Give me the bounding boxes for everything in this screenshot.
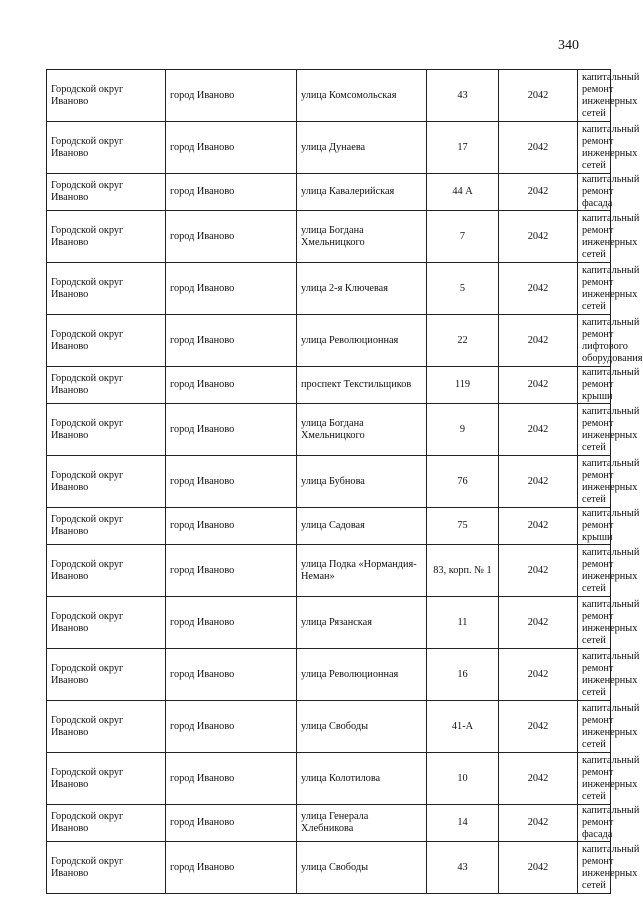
street-cell: улица Свободы bbox=[297, 701, 427, 753]
city-cell: город Иваново bbox=[166, 404, 297, 456]
district-cell: Городской округ Иваново bbox=[47, 545, 166, 597]
year-cell: 2042 bbox=[499, 315, 578, 367]
street-cell: улица Подка «Нормандия-Неман» bbox=[297, 545, 427, 597]
work-type-cell: капитальный ремонт инженерных сетей bbox=[578, 263, 611, 315]
street-cell: улица Богдана Хмельницкого bbox=[297, 211, 427, 263]
street-cell: улица Комсомольская bbox=[297, 70, 427, 122]
table-row bbox=[47, 263, 611, 315]
street-cell: улица Генерала Хлебникова bbox=[297, 805, 427, 842]
street-cell: проспект Текстильщиков bbox=[297, 367, 427, 404]
city-cell: город Иваново bbox=[166, 508, 297, 545]
street-cell: улица Кавалерийская bbox=[297, 174, 427, 211]
work-type-cell: капитальный ремонт фасада bbox=[578, 174, 611, 211]
city-cell: город Иваново bbox=[166, 842, 297, 894]
work-type-cell: капитальный ремонт инженерных сетей bbox=[578, 753, 611, 805]
district-cell: Городской округ Иваново bbox=[47, 508, 166, 545]
city-cell: город Иваново bbox=[166, 701, 297, 753]
city-cell: город Иваново bbox=[166, 597, 297, 649]
district-cell: Городской округ Иваново bbox=[47, 842, 166, 894]
year-cell: 2042 bbox=[499, 404, 578, 456]
city-cell: город Иваново bbox=[166, 263, 297, 315]
table-row bbox=[47, 367, 611, 404]
district-cell: Городской округ Иваново bbox=[47, 174, 166, 211]
house-cell: 44 А bbox=[427, 174, 499, 211]
city-cell: город Иваново bbox=[166, 367, 297, 404]
city-cell: город Иваново bbox=[166, 70, 297, 122]
work-type-cell: капитальный ремонт инженерных сетей bbox=[578, 842, 611, 894]
street-cell: улица Революционная bbox=[297, 315, 427, 367]
house-cell: 75 bbox=[427, 508, 499, 545]
street-cell: улица Свободы bbox=[297, 842, 427, 894]
work-type-cell: капитальный ремонт инженерных сетей bbox=[578, 70, 611, 122]
street-cell: улица Революционная bbox=[297, 649, 427, 701]
house-cell: 17 bbox=[427, 122, 499, 174]
work-type-cell: капитальный ремонт инженерных сетей bbox=[578, 545, 611, 597]
work-type-cell: капитальный ремонт инженерных сетей bbox=[578, 122, 611, 174]
district-cell: Городской округ Иваново bbox=[47, 597, 166, 649]
table-row bbox=[47, 315, 611, 367]
table-row bbox=[47, 649, 611, 701]
street-cell: улица Бубнова bbox=[297, 456, 427, 508]
table-row bbox=[47, 753, 611, 805]
work-type-cell: капитальный ремонт инженерных сетей bbox=[578, 404, 611, 456]
district-cell: Городской округ Иваново bbox=[47, 404, 166, 456]
street-cell: улица Рязанская bbox=[297, 597, 427, 649]
year-cell: 2042 bbox=[499, 805, 578, 842]
year-cell: 2042 bbox=[499, 122, 578, 174]
street-cell: улица 2-я Ключевая bbox=[297, 263, 427, 315]
table-row bbox=[47, 211, 611, 263]
year-cell: 2042 bbox=[499, 701, 578, 753]
work-type-cell: капитальный ремонт инженерных сетей bbox=[578, 701, 611, 753]
year-cell: 2042 bbox=[499, 508, 578, 545]
work-type-cell: капитальный ремонт инженерных сетей bbox=[578, 649, 611, 701]
city-cell: город Иваново bbox=[166, 122, 297, 174]
house-cell: 10 bbox=[427, 753, 499, 805]
table-row bbox=[47, 701, 611, 753]
house-cell: 7 bbox=[427, 211, 499, 263]
work-type-cell: капитальный ремонт лифтового оборудования bbox=[578, 315, 611, 367]
house-cell: 41-А bbox=[427, 701, 499, 753]
city-cell: город Иваново bbox=[166, 545, 297, 597]
house-cell: 14 bbox=[427, 805, 499, 842]
housing-repair-table bbox=[46, 69, 643, 894]
work-type-cell: капитальный ремонт инженерных сетей bbox=[578, 456, 611, 508]
city-cell: город Иваново bbox=[166, 753, 297, 805]
table-row bbox=[47, 456, 611, 508]
district-cell: Городской округ Иваново bbox=[47, 70, 166, 122]
page-number: 340 bbox=[558, 38, 579, 53]
year-cell: 2042 bbox=[499, 367, 578, 404]
district-cell: Городской округ Иваново bbox=[47, 211, 166, 263]
table-row bbox=[47, 508, 611, 545]
house-cell: 22 bbox=[427, 315, 499, 367]
district-cell: Городской округ Иваново bbox=[47, 263, 166, 315]
house-cell: 76 bbox=[427, 456, 499, 508]
year-cell: 2042 bbox=[499, 211, 578, 263]
district-cell: Городской округ Иваново bbox=[47, 315, 166, 367]
year-cell: 2042 bbox=[499, 263, 578, 315]
city-cell: город Иваново bbox=[166, 456, 297, 508]
district-cell: Городской округ Иваново bbox=[47, 367, 166, 404]
year-cell: 2042 bbox=[499, 174, 578, 211]
house-cell: 43 bbox=[427, 70, 499, 122]
year-cell: 2042 bbox=[499, 597, 578, 649]
work-type-cell: капитальный ремонт инженерных сетей bbox=[578, 597, 611, 649]
house-cell: 5 bbox=[427, 263, 499, 315]
work-type-cell: капитальный ремонт фасада bbox=[578, 805, 611, 842]
house-cell: 16 bbox=[427, 649, 499, 701]
district-cell: Городской округ Иваново bbox=[47, 122, 166, 174]
street-cell: улица Дунаева bbox=[297, 122, 427, 174]
street-cell: улица Колотилова bbox=[297, 753, 427, 805]
table-row bbox=[47, 545, 611, 597]
table-row bbox=[47, 404, 611, 456]
district-cell: Городской округ Иваново bbox=[47, 753, 166, 805]
house-cell: 119 bbox=[427, 367, 499, 404]
work-type-cell: капитальный ремонт крыши bbox=[578, 367, 611, 404]
year-cell: 2042 bbox=[499, 70, 578, 122]
city-cell: город Иваново bbox=[166, 649, 297, 701]
work-type-cell: капитальный ремонт крыши bbox=[578, 508, 611, 545]
street-cell: улица Садовая bbox=[297, 508, 427, 545]
table-row bbox=[47, 70, 611, 122]
house-cell: 11 bbox=[427, 597, 499, 649]
year-cell: 2042 bbox=[499, 456, 578, 508]
city-cell: город Иваново bbox=[166, 211, 297, 263]
year-cell: 2042 bbox=[499, 545, 578, 597]
house-cell: 9 bbox=[427, 404, 499, 456]
year-cell: 2042 bbox=[499, 649, 578, 701]
city-cell: город Иваново bbox=[166, 174, 297, 211]
city-cell: город Иваново bbox=[166, 315, 297, 367]
table-row bbox=[47, 805, 611, 842]
street-cell: улица Богдана Хмельницкого bbox=[297, 404, 427, 456]
district-cell: Городской округ Иваново bbox=[47, 805, 166, 842]
house-cell: 83, корп. № 1 bbox=[427, 545, 499, 597]
district-cell: Городской округ Иваново bbox=[47, 456, 166, 508]
city-cell: город Иваново bbox=[166, 805, 297, 842]
year-cell: 2042 bbox=[499, 842, 578, 894]
district-cell: Городской округ Иваново bbox=[47, 701, 166, 753]
house-cell: 43 bbox=[427, 842, 499, 894]
table-row bbox=[47, 174, 611, 211]
work-type-cell: капитальный ремонт инженерных сетей bbox=[578, 211, 611, 263]
table-row bbox=[47, 842, 611, 894]
district-cell: Городской округ Иваново bbox=[47, 649, 166, 701]
table-row bbox=[47, 122, 611, 174]
year-cell: 2042 bbox=[499, 753, 578, 805]
table-row bbox=[47, 597, 611, 649]
